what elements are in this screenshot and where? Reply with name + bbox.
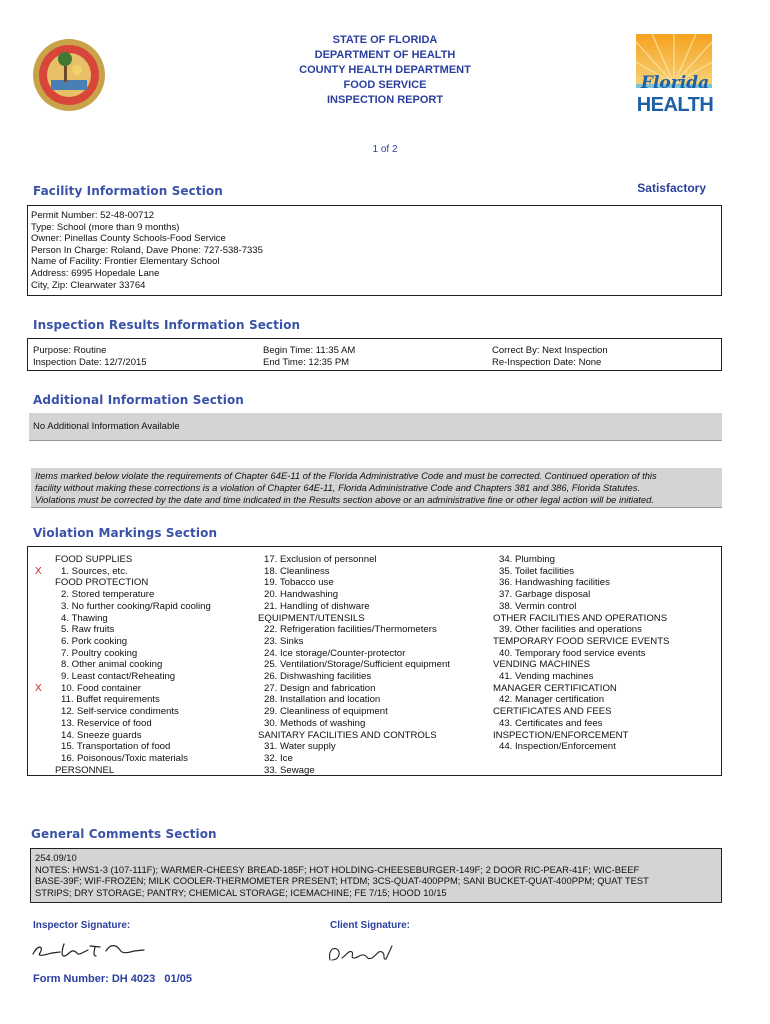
violation-column-1 — [55, 554, 211, 776]
violation-item: 24. Ice storage/Counter-protector — [264, 647, 406, 659]
violation-item: 33. Sewage — [264, 764, 315, 776]
violation-item: 5. Raw fruits — [61, 624, 115, 636]
violation-section-title: Violation Markings Section — [33, 526, 218, 540]
facility-line: Owner: Pinellas County Schools-Food Service — [31, 233, 226, 245]
violation-item: 31. Water supply — [264, 741, 336, 753]
violation-item: 39. Other facilities and operations — [499, 624, 642, 636]
violation-item: 38. Vermin control — [499, 600, 577, 612]
violation-item: 40. Temporary food service events — [499, 647, 646, 659]
comment-line: NOTES: HWS1-3 (107-111F); WARMER-CHEESY BREAD-185F; HOT HOLDING-CHEESEBURGER-149F; 2 DOOR RIC-PEAR-41F; WIC-BEEF — [35, 863, 640, 875]
violation-item: 36. Handwashing facilities — [499, 577, 610, 589]
facility-line: Type: School (more than 9 months) — [31, 221, 180, 233]
additional-text: No Additional Information Available — [33, 421, 180, 432]
violation-item: 6. Pork cooking — [61, 635, 128, 647]
violation-item: TEMPORARY FOOD SERVICE EVENTS — [493, 635, 670, 647]
inspection-info-box — [27, 338, 722, 371]
violation-item: 21. Handling of dishware — [264, 600, 370, 612]
header-line: DEPARTMENT OF HEALTH — [314, 49, 456, 61]
violation-item: MANAGER CERTIFICATION — [493, 682, 617, 694]
violation-item: 25. Ventilation/Storage/Sufficient equipment — [264, 659, 450, 671]
violation-item: 32. Ice — [264, 752, 293, 764]
violation-item: 15. Transportation of food — [61, 741, 171, 753]
violation-item: 28. Installation and location — [264, 694, 381, 706]
violation-item: 42. Manager certification — [499, 694, 605, 706]
violation-item: 34. Plumbing — [499, 554, 555, 565]
client-signature-label: Client Signature: — [330, 920, 411, 931]
logo-word-florida: Florida — [640, 73, 710, 93]
violation-item: 16. Poisonous/Toxic materials — [61, 752, 188, 764]
report-header — [200, 33, 570, 108]
inspection-value: Correct By: Next Inspection — [492, 345, 608, 356]
notice-line: facility without making these corrections is a violation of Chapter 64E-11, Florida Administrative Code and Chapters 381 and 386, Florida Statutes. — [35, 481, 641, 493]
violation-item: 23. Sinks — [264, 635, 304, 647]
violation-item: 10. Food container — [61, 682, 142, 694]
state-seal — [32, 38, 106, 112]
violation-item: 18. Cleanliness — [264, 565, 330, 577]
violation-item: 14. Sneeze guards — [61, 729, 142, 741]
notice-line: Items marked below violate the requirements of Chapter 64E-11 of the Florida Administrative Code and must be corrected. Continued operation of this — [35, 470, 657, 481]
violation-item: VENDING MACHINES — [493, 659, 591, 671]
facility-info-box — [27, 205, 722, 296]
header-line: FOOD SERVICE — [343, 79, 427, 91]
inspection-value: Inspection Date: 12/7/2015 — [33, 356, 147, 368]
inspector-signature — [30, 938, 150, 967]
violation-markings-box — [27, 546, 722, 776]
violation-item: OTHER FACILITIES AND OPERATIONS — [493, 612, 668, 624]
facility-section-title: Facility Information Section — [33, 184, 223, 198]
inspection-section-title: Inspection Results Information Section — [33, 318, 301, 332]
facility-line: City, Zip: Clearwater 33764 — [31, 279, 146, 291]
inspection-rating: Satisfactory — [637, 181, 706, 195]
violation-item: 26. Dishwashing facilities — [264, 671, 372, 683]
violation-item: 22. Refrigeration facilities/Thermometers — [264, 624, 437, 636]
additional-section-title: Additional Information Section — [33, 393, 244, 407]
facility-line: Name of Facility: Frontier Elementary School — [31, 256, 220, 268]
violation-item: 9. Least contact/Reheating — [61, 671, 176, 683]
violation-item: INSPECTION/ENFORCEMENT — [493, 729, 629, 741]
notice-line: Violations must be corrected by the date and time indicated in the Results section above or an administrative fine or other legal action will be initiated. — [35, 493, 654, 505]
header-line: STATE OF FLORIDA — [332, 34, 438, 46]
inspection-col-times — [263, 345, 355, 368]
violation-item: 4. Thawing — [61, 612, 108, 624]
inspection-col-correct — [492, 345, 608, 368]
violation-item: 1. Sources, etc. — [61, 565, 128, 577]
header-line: COUNTY HEALTH DEPARTMENT — [299, 64, 471, 76]
violation-item: 8. Other animal cooking — [61, 659, 163, 671]
violation-item: 20. Handwashing — [264, 589, 339, 601]
violation-item: 41. Vending machines — [499, 671, 594, 683]
violation-item: 29. Cleanliness of equipment — [264, 706, 388, 718]
violation-item: 30. Methods of washing — [264, 717, 366, 729]
violation-item: 7. Poultry cooking — [61, 647, 138, 659]
facility-line: Person In Charge: Roland, Dave Phone: 727-538-7335 — [31, 244, 263, 256]
comment-line: 254.09/10 — [35, 852, 77, 863]
violation-item: 3. No further cooking/Rapid cooling — [61, 600, 211, 612]
violation-item: FOOD SUPPLIES — [55, 554, 133, 565]
violation-item: 13. Reservice of food — [61, 717, 152, 729]
logo-word-health: HEALTH — [636, 94, 714, 116]
comment-line: STRIPS; DRY STORAGE; PANTRY; CHEMICAL STORAGE; ICEMACHINE; FE 7/15; HOOD 10/15 — [35, 886, 447, 898]
violation-mark-10: X — [35, 683, 42, 694]
header-line: INSPECTION REPORT — [326, 94, 444, 106]
violation-item: 37. Garbage disposal — [499, 589, 591, 601]
comments-section-title: General Comments Section — [31, 827, 217, 841]
violation-item: 17. Exclusion of personnel — [264, 554, 377, 565]
violation-item: 12. Self-service condiments — [61, 706, 179, 718]
facility-line: Permit Number: 52-48-00712 — [31, 210, 155, 221]
violation-item: FOOD PROTECTION — [55, 577, 149, 589]
violation-column-3 — [493, 554, 669, 753]
violation-item: 19. Tobacco use — [264, 577, 334, 589]
inspection-col-purpose — [33, 345, 147, 368]
additional-info-box — [29, 413, 722, 441]
violation-item: 44. Inspection/Enforcement — [499, 741, 616, 753]
facility-line: Address: 6995 Hopedale Lane — [31, 267, 160, 279]
page-number: 1 of 2 — [372, 144, 398, 155]
inspection-value: End Time: 12:35 PM — [263, 356, 350, 368]
florida-health-logo — [632, 32, 714, 120]
violation-item: 2. Stored temperature — [61, 589, 155, 601]
violation-column-2 — [258, 554, 450, 776]
general-comments-box — [30, 848, 722, 903]
violation-notice — [31, 468, 722, 508]
violation-mark-1: X — [35, 566, 42, 577]
comment-line: BASE-39F; WIF-FROZEN; MILK COOLER-THERMOMETER PRESENT; HTDM; 3CS-QUAT-400PPM; SANI BUCKET-QUAT-400PPM; QUAT TEST — [35, 875, 649, 887]
client-signature — [326, 942, 396, 971]
inspector-signature-label: Inspector Signature: — [33, 920, 131, 931]
violation-item: 11. Buffet requirements — [61, 694, 160, 706]
inspection-value: Purpose: Routine — [33, 345, 107, 356]
inspection-value: Re-Inspection Date: None — [492, 356, 602, 368]
violation-item: EQUIPMENT/UTENSILS — [258, 612, 365, 624]
violation-item: PERSONNEL — [55, 764, 115, 776]
violation-item: 43. Certificates and fees — [499, 717, 603, 729]
violation-item: 35. Toilet facilities — [499, 565, 575, 577]
form-number: Form Number: DH 4023 01/05 — [33, 973, 192, 985]
violation-item: CERTIFICATES AND FEES — [493, 706, 612, 718]
inspection-value: Begin Time: 11:35 AM — [263, 345, 356, 356]
violation-item: 27. Design and fabrication — [264, 682, 376, 694]
violation-item: SANITARY FACILITIES AND CONTROLS — [258, 729, 437, 741]
